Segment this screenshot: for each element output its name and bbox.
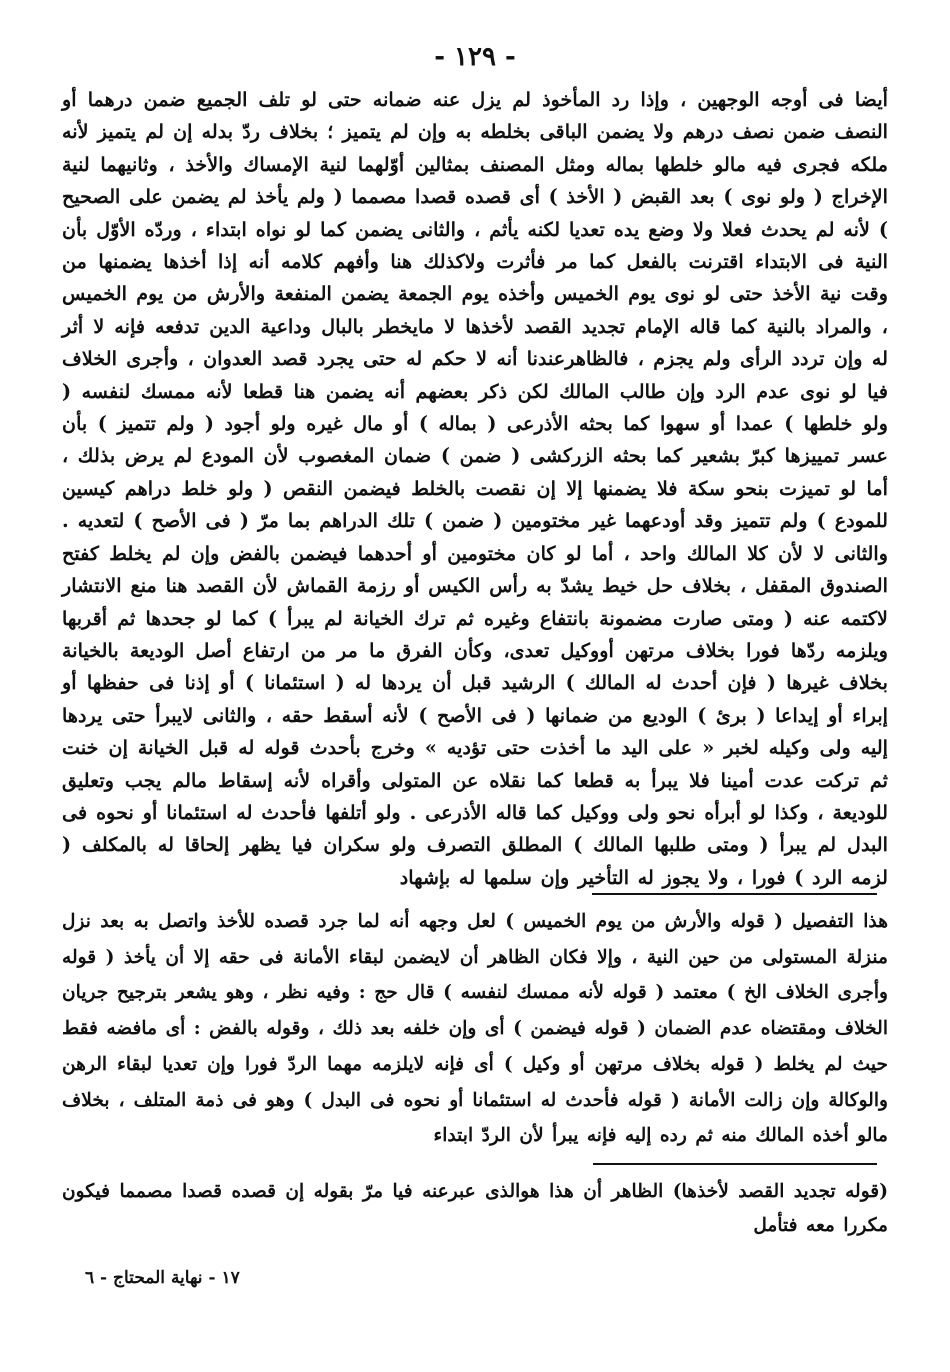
- page-signature: ١٧ - نهاية المحتاج - ٦: [85, 1268, 240, 1288]
- page-number: - ١٢٩ -: [434, 42, 516, 72]
- footnote-separator-2: [593, 1163, 877, 1165]
- footnotes: [62, 904, 888, 1154]
- footnote-separator: [592, 893, 877, 895]
- footnote-paragraph: هذا التفصيل ( قوله والأرش من يوم الخميس ) لعل وجهه أنه لما جرد قصده للأخذ واتصل به بعد نزل منزلة المستولى من حين النية ، وإلا فكان الظاهر أن لايضمن لبقاء الأمانة فى حقه إلا أن يأخذ ( قوله وأجرى الخلاف الخ ) معتمد ( قوله لأنه ممسك لنفسه ) قال حج : وفيه نظر ، وهو يشعر بترجيح جريان الخلاف ومقتضاه عدم الضمان ( قوله فيضمن ) أى وإن خلفه بعد ذلك ، وقوله بالفض : أى مافضه فقط حيث لم يخلط ( قوله بخلاف مرتهن أو وكيل ) أى فإنه لايلزمه مهما الردّ فورا وإن تعديا لبقاء الرهن والوكالة وإن زالت الأمانة ( قوله فأحدث له استئمانا أو نحوه فى البدل ) وهو فى ذمة المتلف ، بخلاف مالو أخذه المالك منه ثم رده إليه فإنه يبرأ لأن الردّ ابتداء: [62, 911, 888, 1147]
- main-text: [62, 84, 888, 894]
- footnote-note-paragraph: (قوله تجديد القصد لأخذها) الظاهر أن هذا هوالذى عبرعنه فيا مرّ بقوله إن قصده قصدا مصمما فيكون مكررا معه فتأمل: [62, 1181, 888, 1236]
- main-text-paragraph: أيضا فى أوجه الوجهين ، وإذا رد المأخوذ لم يزل عنه ضمانه حتى لو تلف الجميع ضمن درهما أو النصف ضمن نصف درهم ولا يضمن الباقى بخلطه به وإن لم يتميز ؛ بخلاف ردّ بدله إن لم يتميز لأنه ملكه فجرى فيه مالو خلطها بماله ومثل المصنف بمثالين أوّلهما لنية الإمساك والأخذ ، وثانيهما لنية الإخراج ( ولو نوى ) بعد القبض ( الأخذ ) أى قصده قصدا مصمما ( ولم يأخذ لم يضمن على الصحيح ) لأنه لم يحدث فعلا ولا وضع يده تعديا لكنه يأثم ، والثانى يضمن كما لو نواه ابتداء ، وردّه الأوّل بأن النية فى الابتداء اقترنت بالفعل كما مر فأثرت ولاكذلك هنا وأفهم كلامه أنه إذا أخذها يضمنها من وقت نية الأخذ حتى لو نوى يوم الخميس وأخذه يوم الجمعة يضمن المنفعة والأرش من يوم الخميس ، والمراد بالنية كما قاله الإمام تجديد القصد لأخذها لا مايخطر بالبال وداعية الدين تدفعه فإنه لا أثر له وإن تردد الرأى ولم يجزم ، فالظاهرعندنا أنه لا حكم له حتى يجرد قصد العدوان ، وأجرى الخلاف فيا لو نوى عدم الرد وإن طالب المالك لكن ذكر بعضهم أنه يضمن هنا قطعا لأنه ممسك لنفسه ( ولو خلطها ) عمدا أو سهوا كما بحثه الأذرعى ( بماله ) أو مال غيره ولو أجود ( ولم تتميز ) بأن عسر تمييزها كبرّ بشعير كما بحثه الزركشى ( ضمن ) ضمان المغصوب لأن المودع لم يرض بذلك ، أما لو تميزت بنحو سكة فلا يضمنها إلا إن نقصت بالخلط فيضمن النقص ( ولو خلط دراهم كيسين للمودع ) ولم تتميز وقد أودعهما غير مختومين ( ضمن ) تلك الدراهم بما مرّ ( فى الأصح ) لتعديه . والثانى لا لأن كلا المالك واحد ، أما لو كان مختومين أو أحدهما فيضمن بالفض وإن لم يخلط كفتح الصندوق المقفل ، بخلاف حل خيط يشدّ به رأس الكيس أو رزمة القماش لأن القصد هنا منع الانتشار لاكتمه عنه ( ومتى صارت مضمونة بانتفاع وغيره ثم ترك الخيانة لم يبرأ ) كما لو جحدها ثم أقربها ويلزمه ردّها فورا بخلاف مرتهن أووكيل تعدى، وكأن الفرق ما مر من ارتفاع أصل الوديعة بالخيانة بخلاف غيرها ( فإن أحدث له المالك ) الرشيد قبل أن يردها له ( استئمانا ) أو إذنا فى حفظها أو إبراء أو إيداعا ( برئ ) الوديع من ضمانها ( فى الأصح ) لأنه أسقط حقه ، والثانى لايبرأ حتى يردها إليه ولى وكيله لخبر « على اليد ما أخذت حتى تؤديه » وخرج بأحدث قوله له قبل الخيانة إن خنت ثم تركت عدت أمينا فلا يبرأ به قطعا كما نقلاه عن المتولى وأقراه لأنه إسقاط مالم يجب وتعليق للوديعة ، وكذا لو أبرأه نحو ولى ووكيل كما قاله الأذرعى . ولو أتلفها فأحدث له استئمانا أو نحوه فى البدل لم يبرأ ( ومتى طلبها المالك ) المطلق التصرف ولو سكران فيا يظهر إلحاقا له بالمكلف ( لزمه الرد ) فورا ، ولا يجوز له التأخير وإن سلمها له بإشهاد: [62, 88, 888, 889]
- footnote-note: [62, 1175, 888, 1243]
